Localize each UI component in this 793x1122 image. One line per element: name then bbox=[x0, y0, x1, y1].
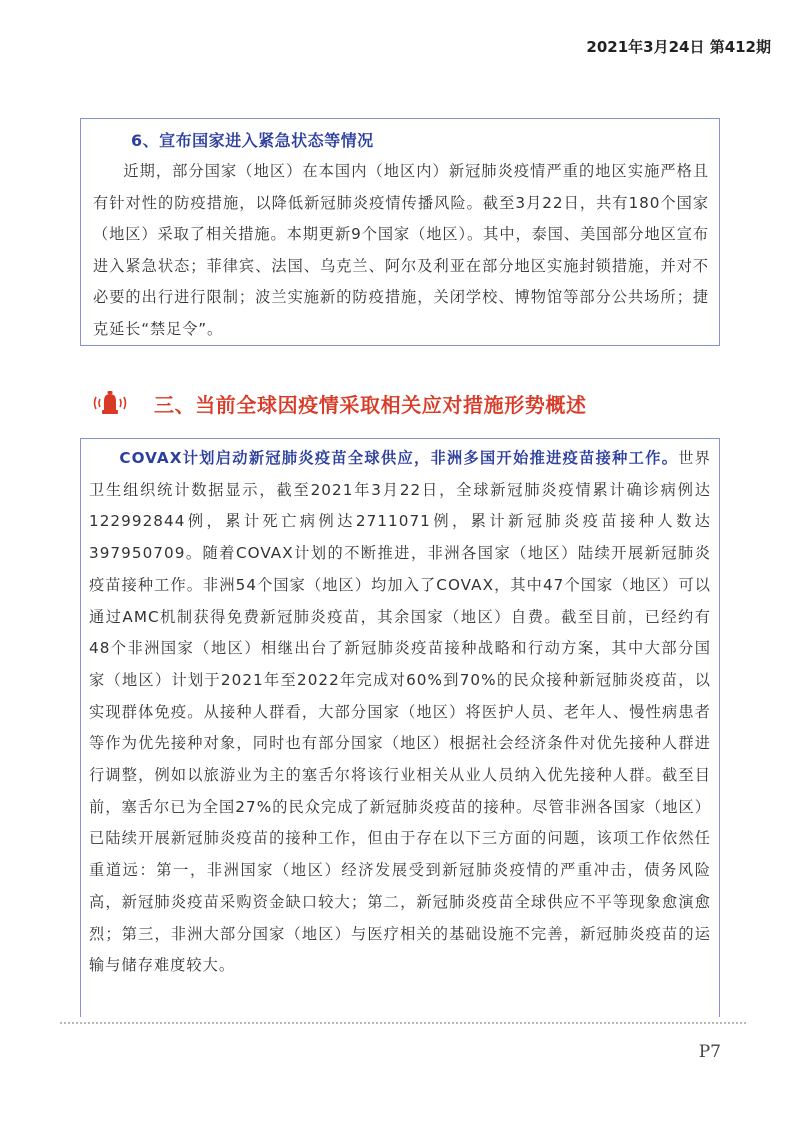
section-title bbox=[92, 386, 587, 420]
page-number: P7 bbox=[698, 1042, 721, 1062]
issue-date: 2021年3月24日 第412期 bbox=[586, 38, 771, 56]
sub-heading: 6、宣布国家进入紧急状态等情况 bbox=[131, 131, 374, 150]
emergency-status-box bbox=[80, 118, 720, 346]
emergency-paragraph: 近期，部分国家（地区）在本国内（地区内）新冠肺炎疫情严重的地区实施严格且有针对性的防疫措施，以降低新冠肺炎疫情传播风险。截至3月22日，共有180个国家（地区）采取了相关措施。本期更新9个国家（地区）。其中，泰国、美国部分地区宣布进入紧急状态；菲律宾、法国、乌克兰、阿尔及利亚在部分地区实施封锁措施，并对不必要的出行进行限制；波兰实施新的防疫措施，关闭学校、博物馆等部分公共场所；捷克延长“禁足令”。 bbox=[93, 162, 709, 338]
body-text: 世界卫生组织统计数据显示，截至2021年3月22日，全球新冠肺炎疫情累计确诊病例达122992844例，累计死亡病例达2711071例，累计新冠肺炎疫苗接种人数达397950709。随着COVAX计划的不断推进，非洲各国家（地区）陆续开展新冠肺炎疫苗接种工作。非洲54个国家（地区）均加入了COVAX，其中47个国家（地区）可以通过AMC机制获得免费新冠肺炎疫苗，其余国家（地区）自费。截至目前，已经约有48个非洲国家（地区）相继出台了新冠肺炎疫苗接种战略和行动方案，其中大部分国家（地区）计划于2021年至2022年完成对60%到70%的民众接种新冠肺炎疫苗，以实现群体免疫。从接种人群看，大部分国家（地区）将医护人员、老年人、慢性病患者等作为优先接种对象，同时也有部分国家（地区）根据社会经济条件对优先接种人群进行调整，例如以旅游业为主的塞舌尔将该行业相关从业人员纳入优先接种人群。截至目前，塞舌尔已为全国27%的民众完成了新冠肺炎疫苗的接种。尽管非洲各国家（地区）已陆续开展新冠肺炎疫苗的接种工作，但由于存在以下三方面的问题，该项工作依然任重道远：第一，非洲国家（地区）经济发展受到新冠肺炎疫情的严重冲击，债务风险高，新冠肺炎疫苗采购资金缺口较大；第二，新冠肺炎疫苗全球供应不平等现象愈演愈烈；第三，非洲大部分国家（地区）与医疗相关的基础设施不完善，新冠肺炎疫苗的运输与储存难度较大。 bbox=[89, 449, 712, 975]
section-title-text: 三、当前全球因疫情采取相关应对措施形势概述 bbox=[154, 392, 587, 417]
covax-box bbox=[80, 438, 720, 1017]
highlight-lead: COVAX计划启动新冠肺炎疫苗全球供应，非洲多国开始推进疫苗接种工作。 bbox=[119, 449, 679, 467]
covax-paragraph bbox=[89, 443, 711, 982]
alarm-bell-icon bbox=[92, 388, 128, 418]
dotted-divider bbox=[60, 1022, 746, 1024]
